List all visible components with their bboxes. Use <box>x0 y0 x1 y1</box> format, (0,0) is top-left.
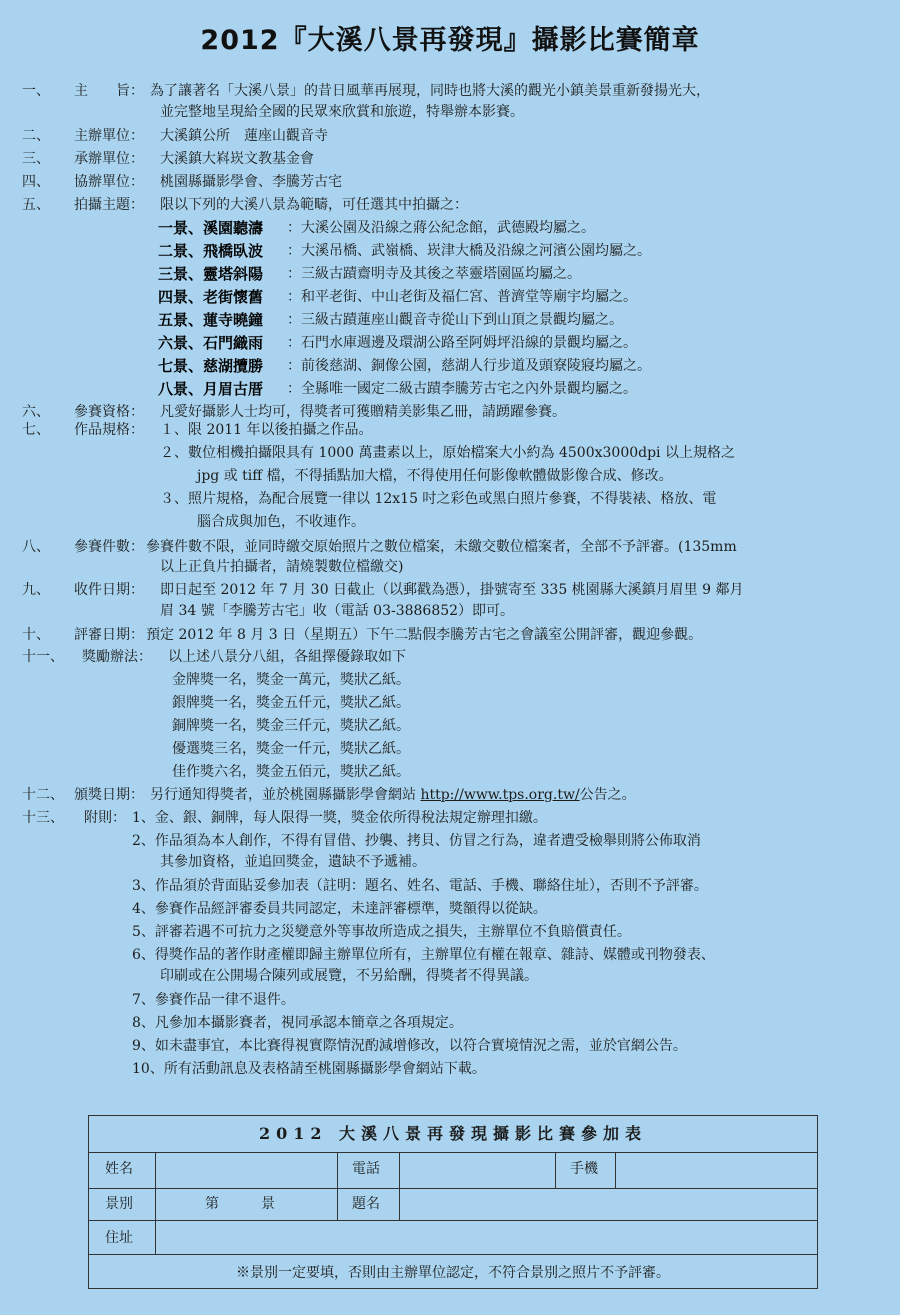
section-5-text: 限以下列的大溪八景為範疇，可任選其中拍攝之： <box>160 197 468 213</box>
section-5-number: 五、 <box>22 197 50 213</box>
category-field[interactable]: 第 景 <box>205 1196 275 1212</box>
section-6-text: 凡愛好攝影人士均可，得獎者可獲贈精美影集乙冊，請踴躍參賽。 <box>160 404 566 420</box>
section-9-text-line2: 眉 34 號「李騰芳古宅」收（電話 03-3886852）即可。 <box>160 603 515 619</box>
section-9-text-line1: 即日起至 2012 年 7 月 30 日截止（以郵戳為憑），掛號寄至 335 桃園縣大溪鎮月眉里 9 鄰月 <box>160 582 744 598</box>
section-12-pre: 另行通知得獎者，並於桃園縣攝影學會網站 <box>150 787 421 803</box>
category-label: 景別 <box>105 1196 133 1212</box>
form-col-divider <box>399 1152 400 1220</box>
phone-label: 電話 <box>352 1161 380 1177</box>
scene-description: ：大溪公園及沿線之蔣公紀念館，武德殿均屬之。 <box>287 220 595 236</box>
section-3-number: 三、 <box>22 151 50 167</box>
scene-label: 七景、慈湖攬勝 <box>158 357 264 375</box>
section-4-label: 協辦單位： <box>74 174 144 190</box>
scene-label: 二景、飛橋臥波 <box>158 242 264 260</box>
rule-item: 2、作品須為本人創作，不得有冒借、抄襲、拷貝、仿冒之行為，違者遭受檢舉則將公佈取消 <box>132 833 701 849</box>
section-1-label: 主 旨： <box>74 83 144 99</box>
entry-form <box>88 1115 818 1289</box>
rule-item: 8、凡參加本攝影賽者，視同承認本簡章之各項規定。 <box>132 1015 463 1031</box>
section-7-label: 作品規格： <box>74 422 144 438</box>
scene-label: 六景、石門織雨 <box>158 334 264 352</box>
rule-item-continued: 印刷或在公開場合陳列或展覽，不另給酬，得獎者不得異議。 <box>160 968 538 984</box>
scene-label: 五景、蓮寺曉鐘 <box>158 311 264 329</box>
section-13-number: 十三、 <box>22 810 64 826</box>
rule-item: 9、如未盡事宜，本比賽得視實際情況酌減增修改，以符合實境情況之需，並於官網公告。 <box>132 1038 687 1054</box>
scene-label: 四景、老街懷舊 <box>158 288 264 306</box>
mobile-label: 手機 <box>570 1161 598 1177</box>
section-8-number: 八、 <box>22 539 50 555</box>
rule-item: 4、參賽作品經評審委員共同認定，未達評審標準，獎額得以從缺。 <box>132 901 547 917</box>
section-8-text-line1: 參賽件數不限，並同時繳交原始照片之數位檔案，未繳交數位檔案者，全部不予評審。(135mm <box>146 539 737 555</box>
section-3-label: 承辦單位： <box>74 151 144 167</box>
section-7-item-2-line1: ２、數位相機拍攝限具有 1000 萬畫素以上，原始檔案大小約為 4500x3000dpi 以上規格之 <box>160 445 735 461</box>
rule-item: 1、金、銀、銅牌，每人限得一獎，獎金依所得稅法規定辦理扣繳。 <box>132 810 547 826</box>
scene-description: ：和平老街、中山老街及福仁宮、普濟堂等廟宇均屬之。 <box>287 289 637 305</box>
section-12-label: 頒獎日期： <box>74 787 144 803</box>
form-row-divider <box>89 1188 817 1189</box>
section-6-number: 六、 <box>22 404 50 420</box>
prize-line: 銀牌獎一名，獎金五仟元，獎狀乙紙。 <box>172 695 410 711</box>
page-title: 2012『大溪八景再發現』攝影比賽簡章 <box>200 25 700 56</box>
section-10-number: 十、 <box>22 627 50 643</box>
section-11-label: 獎勵辦法： <box>82 649 152 665</box>
section-1-text-line1: 為了讓著名「大溪八景」的昔日風華再展現，同時也將大溪的觀光小鎮美景重新發揚光大， <box>150 83 710 99</box>
scene-description: ：大溪吊橋、武嶺橋、崁津大橋及沿線之河濱公園均屬之。 <box>287 243 651 259</box>
address-label: 住址 <box>105 1230 133 1246</box>
scene-description: ：三級古蹟蓮座山觀音寺從山下到山頂之景觀均屬之。 <box>287 312 623 328</box>
section-2-number: 二、 <box>22 128 50 144</box>
phone-field[interactable] <box>403 1155 551 1185</box>
section-1-text-line2: 並完整地呈現給全國的民眾來欣賞和旅遊，特舉辦本影賽。 <box>160 104 524 120</box>
section-7-item-2-line2: jpg 或 tiff 檔，不得插點加大檔，不得使用任何影像軟體做影像合成、修改。 <box>197 468 673 484</box>
section-12-text <box>150 785 636 805</box>
section-7-item-1: １、限 2011 年以後拍攝之作品。 <box>160 422 373 438</box>
rule-item: 3、作品須於背面貼妥參加表（註明：題名、姓名、電話、手機、聯絡住址），否則不予評審。 <box>132 878 708 894</box>
section-11-number: 十一、 <box>22 649 64 665</box>
prize-line: 佳作獎六名，獎金五佰元，獎狀乙紙。 <box>172 764 410 780</box>
section-4-text: 桃園縣攝影學會、李騰芳古宅 <box>160 174 342 190</box>
section-2-label: 主辦單位： <box>74 128 144 144</box>
section-11-text: 以上述八景分八組，各組擇優錄取如下 <box>168 649 406 665</box>
form-row-divider <box>89 1254 817 1255</box>
rule-item: 6、得獎作品的著作財產權即歸主辦單位所有，主辦單位有權在報章、雜詩、媒體或刊物發表、 <box>132 947 715 963</box>
scene-description: ：石門水庫週邊及環湖公路至阿姆坪沿線的景觀均屬之。 <box>287 335 637 351</box>
scene-description: ：三級古蹟齋明寺及其後之萃靈塔園區均屬之。 <box>287 266 581 282</box>
section-9-label: 收件日期： <box>74 582 144 598</box>
section-3-text: 大溪鎮大嵙崁文教基金會 <box>160 151 314 167</box>
rule-item: 10、所有活動訊息及表格請至桃園縣攝影學會網站下載。 <box>132 1061 486 1077</box>
section-12-post: 公告之。 <box>579 787 636 803</box>
section-7-number: 七、 <box>22 422 50 438</box>
mobile-field[interactable] <box>619 1155 813 1185</box>
section-8-text-line2: 以上正負片拍攝者，請燒製數位檔繳交) <box>160 559 404 575</box>
rule-item: 7、參賽作品一律不退件。 <box>132 992 295 1008</box>
work-title-label: 題名 <box>352 1196 380 1212</box>
scene-label: 三景、靈塔斜陽 <box>158 265 264 283</box>
section-4-number: 四、 <box>22 174 50 190</box>
section-9-number: 九、 <box>22 582 50 598</box>
section-10-label: 評審日期： <box>74 627 144 643</box>
section-1-number: 一、 <box>22 83 50 99</box>
rule-item: 5、評審若遇不可抗力之災變意外等事故所造成之損失，主辦單位不負賠償責任。 <box>132 924 631 940</box>
prize-line: 金牌獎一名，獎金一萬元，獎狀乙紙。 <box>172 672 410 688</box>
prize-line: 優選獎三名，獎金一仟元，獎狀乙紙。 <box>172 741 410 757</box>
scene-label: 一景、溪園聽濤 <box>158 219 264 237</box>
section-10-text: 預定 2012 年 8 月 3 日（星期五）下午二點假李騰芳古宅之會議室公開評審，觀迎參觀。 <box>146 627 703 643</box>
form-col-divider <box>615 1152 616 1188</box>
name-label: 姓名 <box>105 1161 133 1177</box>
section-8-label: 參賽件數： <box>74 539 144 555</box>
scene-label: 八景、月眉古厝 <box>158 380 264 398</box>
section-5-label: 拍攝主題： <box>74 197 144 213</box>
form-row-divider <box>89 1220 817 1221</box>
entry-form-title: 2012 大溪八景再發現攝影比賽參加表 <box>89 1116 817 1153</box>
form-col-divider <box>555 1152 556 1188</box>
section-7-item-3-line1: ３、照片規格，為配合展覽一律以 12x15 吋之彩色或黑白照片參賽，不得裝裱、格放、電 <box>160 491 717 507</box>
prize-line: 銅牌獎一名，獎金三仟元，獎狀乙紙。 <box>172 718 410 734</box>
scene-description: ：全縣唯一國定二級古蹟李騰芳古宅之內外景觀均屬之。 <box>287 381 637 397</box>
form-note: ※景別一定要填，否則由主辦單位認定，不符合景別之照片不予評審。 <box>236 1265 670 1281</box>
section-2-text: 大溪鎮公所 蓮座山觀音寺 <box>160 128 328 144</box>
form-col-divider <box>337 1152 338 1220</box>
name-field[interactable] <box>159 1155 333 1185</box>
section-13-label: 附則： <box>84 810 126 826</box>
association-website-link[interactable]: http://www.tps.org.tw/ <box>420 787 580 803</box>
form-col-divider <box>155 1152 156 1254</box>
work-title-field[interactable] <box>403 1191 813 1219</box>
rule-item-continued: 其參加資格，並追回獎金，遺缺不予遞補。 <box>160 854 426 870</box>
address-field[interactable] <box>159 1224 813 1252</box>
section-6-label: 參賽資格： <box>74 404 144 420</box>
scene-description: ：前後慈湖、銅像公園，慈湖人行步道及頭寮陵寢均屬之。 <box>287 358 651 374</box>
section-7-item-3-line2: 腦合成與加色，不收連作。 <box>197 514 365 530</box>
section-12-number: 十二、 <box>22 787 64 803</box>
